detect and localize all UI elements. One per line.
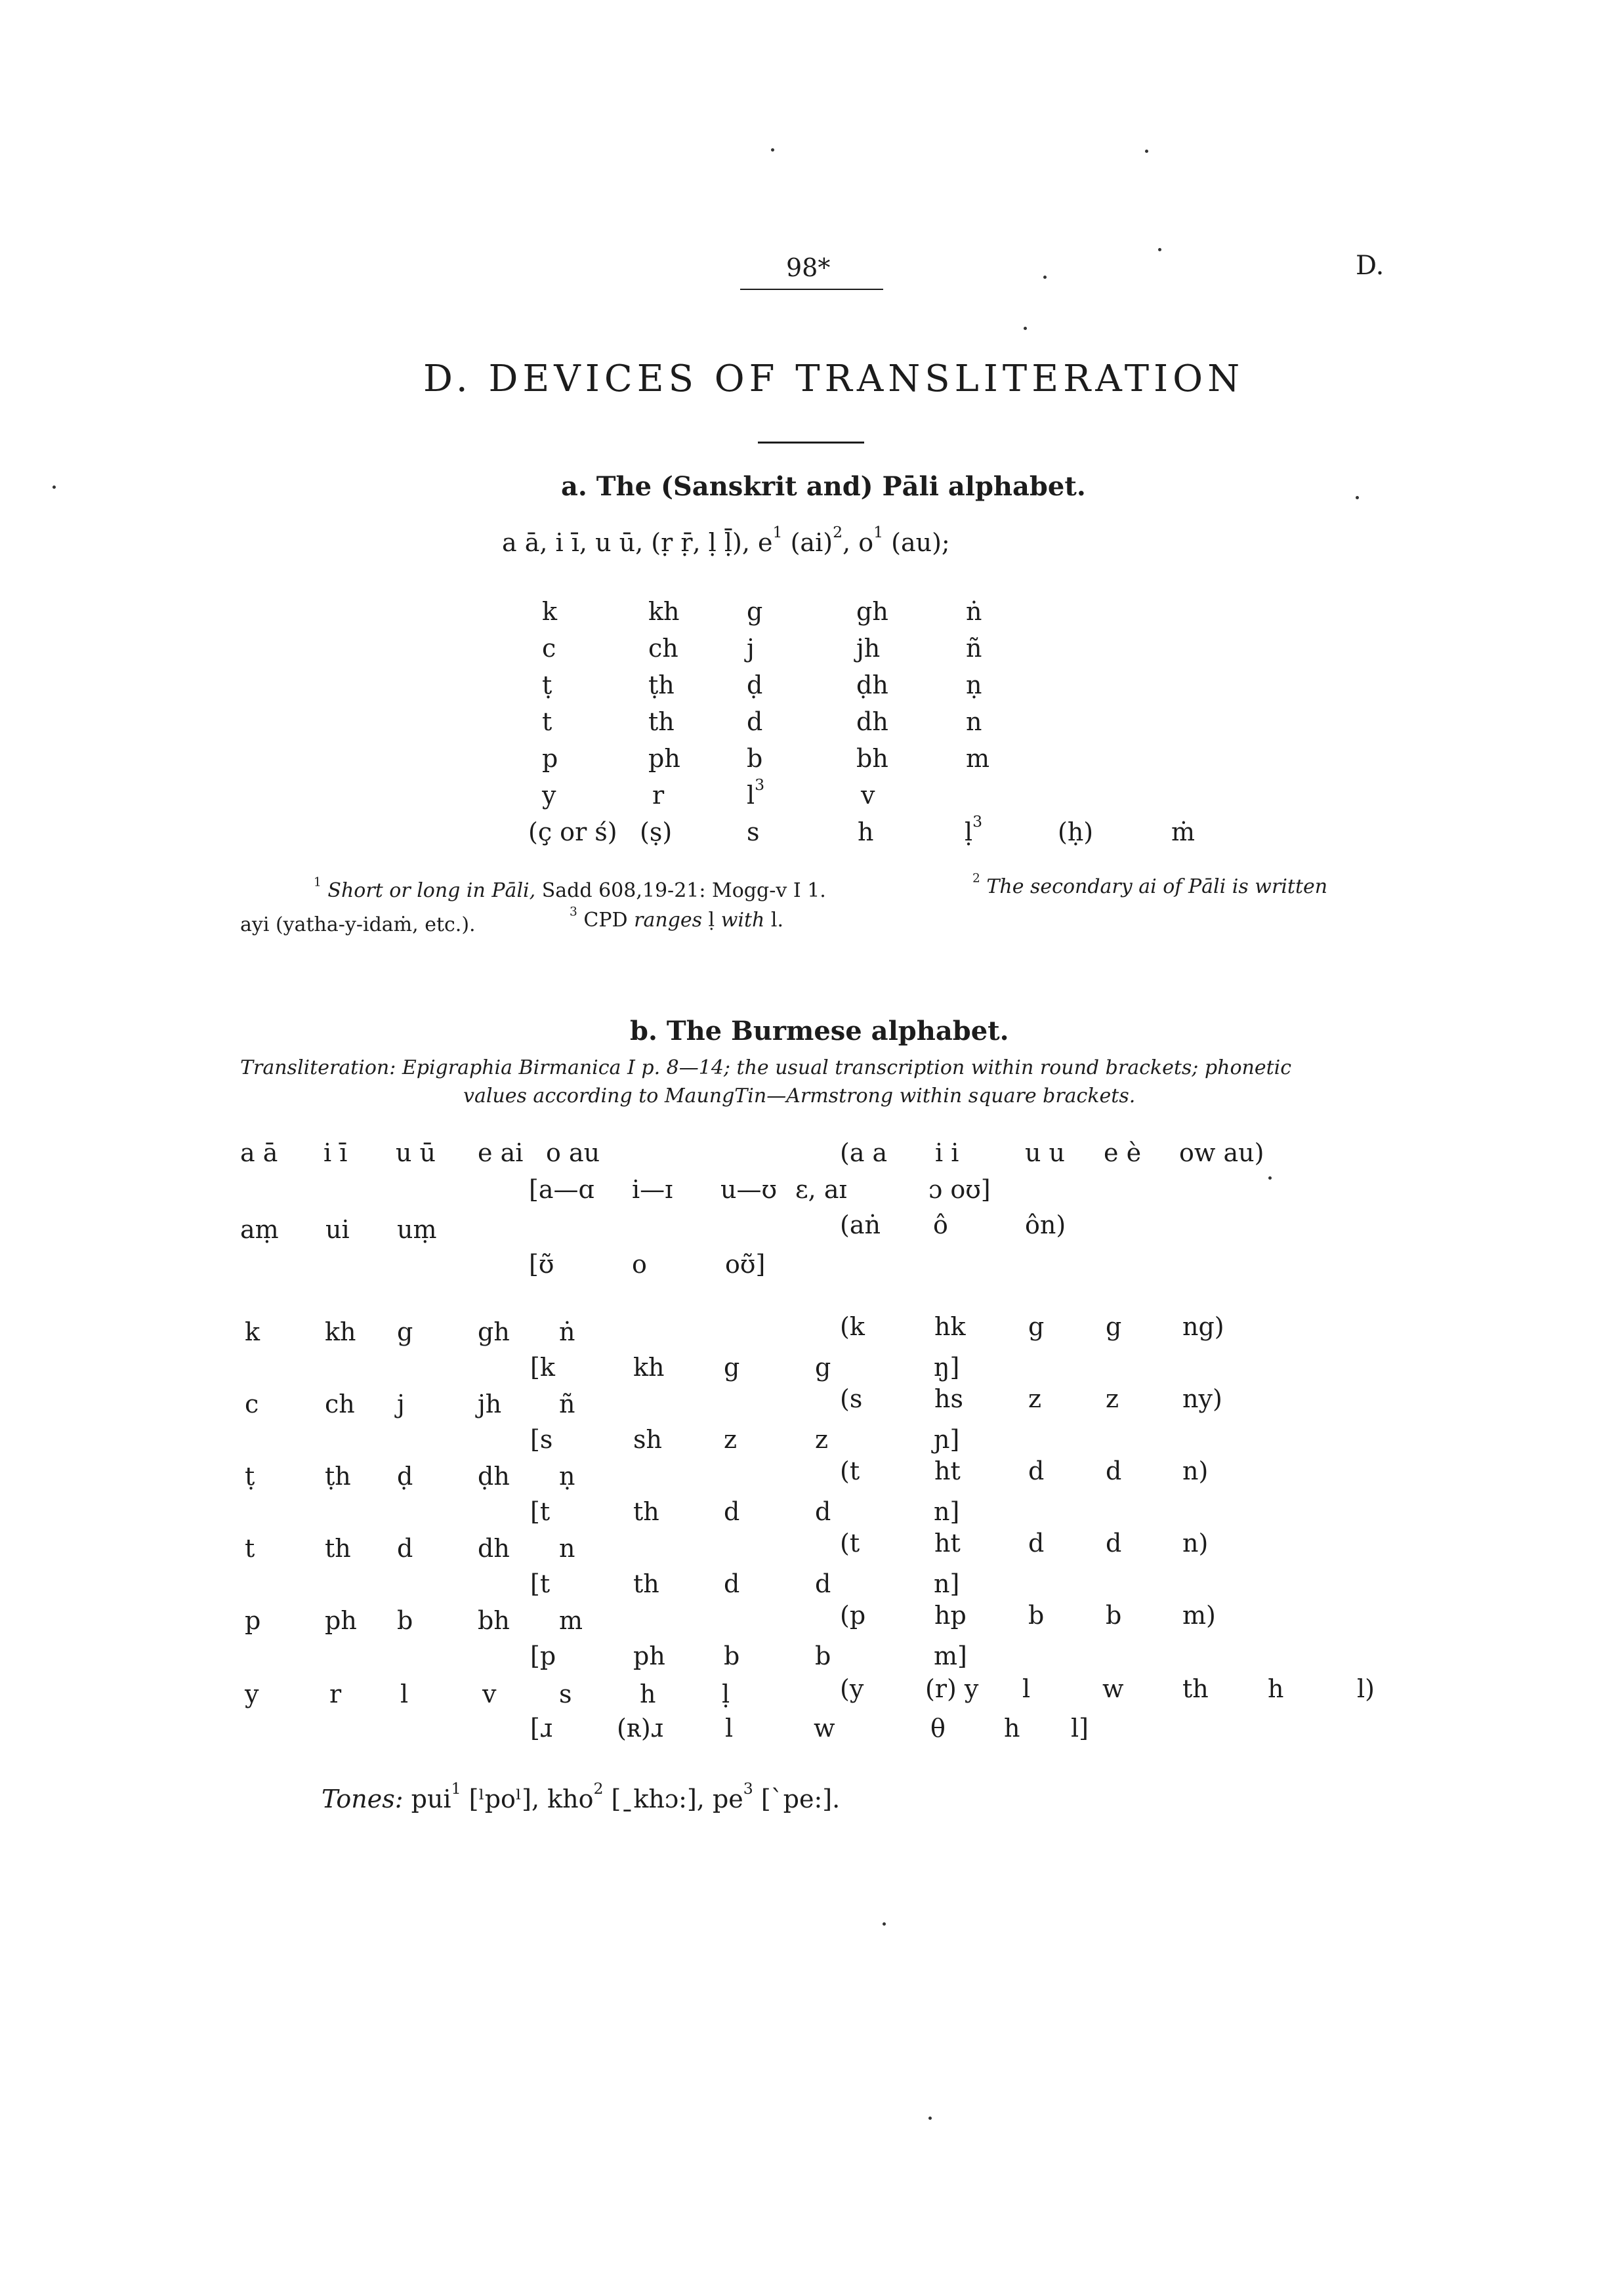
burmese-cell: th <box>1182 1674 1209 1703</box>
burmese-cell: (ʀ)ɹ <box>617 1714 663 1743</box>
burmese-cell: y <box>245 1680 259 1708</box>
burmese-cell: d <box>397 1534 413 1563</box>
pali-cell: jh <box>856 634 881 663</box>
pali-cell: dh <box>856 707 888 736</box>
burmese-cell: d <box>1028 1457 1045 1485</box>
burmese-cell: o au <box>546 1138 600 1167</box>
burmese-cell: n) <box>1182 1529 1209 1558</box>
pali-heading: a. The (Sanskrit and) Pāli alphabet. <box>561 471 1086 502</box>
burmese-cell: g <box>1028 1312 1045 1341</box>
burmese-cell: jh <box>478 1390 502 1418</box>
pali-cell: ḷ$^3$ <box>965 812 983 846</box>
burmese-cell: d <box>815 1569 831 1598</box>
burmese-cell: b <box>724 1642 740 1670</box>
burmese-cell: s <box>559 1680 572 1708</box>
burmese-cell: hp <box>934 1601 967 1630</box>
pali-vowels: a ā, i ī, u ū, (ṛ ṝ, ḷ ḹ), $e^1$ (ai)$^2$, $o^1$ (au); <box>502 522 950 557</box>
pali-cell: y <box>542 781 556 810</box>
burmese-cell: ɲ] <box>934 1425 960 1454</box>
burmese-cell: t <box>245 1534 255 1563</box>
pali-cell: bh <box>856 744 888 773</box>
burmese-cell: i i <box>935 1138 959 1167</box>
burmese-cell: ɛ, aɪ <box>795 1175 847 1204</box>
burmese-cell: b <box>815 1642 831 1670</box>
footnote-1: $^1$ Short or long in Pāli, Sadd 608,19-21: Mogg-v I 1. <box>314 875 826 902</box>
burmese-cell: (a a <box>840 1138 888 1167</box>
burmese-cell: u u <box>1025 1138 1066 1167</box>
burmese-cell: ôn) <box>1025 1210 1066 1239</box>
burmese-cell: n] <box>934 1569 960 1598</box>
burmese-cell: n) <box>1182 1457 1209 1485</box>
page-number: 98* <box>786 253 831 282</box>
burmese-cell: g <box>724 1353 740 1382</box>
burmese-cell: b <box>397 1606 413 1635</box>
pali-cell: j <box>747 634 755 663</box>
burmese-cell: ow au) <box>1179 1138 1264 1167</box>
pali-cell: ñ <box>966 634 982 663</box>
burmese-cell: e è <box>1104 1138 1142 1167</box>
burmese-cell: w <box>814 1714 835 1743</box>
burmese-cell: h <box>640 1680 656 1708</box>
burmese-cell: [t <box>530 1569 551 1598</box>
burmese-cell: b <box>1106 1601 1122 1630</box>
burmese-cell: i—ɪ <box>632 1175 673 1204</box>
burmese-cell: o <box>632 1250 647 1279</box>
pali-cell: ḍ <box>747 671 763 699</box>
burmese-cell: sh <box>633 1425 662 1454</box>
burmese-cell: d <box>815 1497 831 1526</box>
pali-cell: d <box>747 707 763 736</box>
burmese-cell: ṅ <box>559 1317 575 1346</box>
footnote-2-cont: ayi (yatha-y-idaṁ, etc.). <box>240 913 476 936</box>
footnote-2: $^2$ The secondary ai of Pāli is written <box>972 871 1328 898</box>
pali-cell: s <box>747 817 760 846</box>
burmese-cell: ḍ <box>397 1462 413 1491</box>
pali-cell: t <box>542 707 552 736</box>
pali-cell: (ḥ) <box>1058 817 1094 846</box>
burmese-cell: ñ <box>559 1390 575 1418</box>
burmese-cell: (t <box>840 1529 860 1558</box>
burmese-cell: l] <box>1071 1714 1089 1743</box>
page-number-rule <box>740 289 883 290</box>
burmese-cell: n] <box>934 1497 960 1526</box>
pali-cell: ṅ <box>966 597 982 626</box>
burmese-cell: l <box>400 1680 409 1708</box>
burmese-cell: ph <box>325 1606 357 1635</box>
page-title: D. DEVICES OF TRANSLITERATION <box>423 358 1245 400</box>
pali-cell: m <box>966 744 990 773</box>
burmese-cell: g <box>815 1353 831 1382</box>
burmese-cell: ph <box>633 1642 665 1670</box>
burmese-cell: gh <box>478 1317 510 1346</box>
burmese-cell: d <box>724 1497 740 1526</box>
burmese-cell: c <box>245 1390 259 1418</box>
burmese-cell: th <box>325 1534 351 1563</box>
pali-cell: $l^3$ <box>747 775 765 810</box>
burmese-cell: ḍh <box>478 1462 510 1491</box>
burmese-cell: th <box>633 1569 659 1598</box>
burmese-cell: v <box>482 1680 497 1708</box>
burmese-cell: ny) <box>1182 1384 1222 1413</box>
pali-cell: b <box>747 744 763 773</box>
burmese-cell: (p <box>840 1601 866 1630</box>
burmese-cell: [t <box>530 1497 551 1526</box>
pali-cell: (ç or ś) <box>528 817 617 846</box>
burmese-cell: h <box>1268 1674 1284 1703</box>
burmese-cell: ch <box>325 1390 355 1418</box>
burmese-cell: [ɹ <box>530 1714 552 1743</box>
scan-speck <box>1024 327 1027 330</box>
burmese-cell: d <box>1106 1457 1122 1485</box>
pali-cell: g <box>747 597 763 626</box>
burmese-cell: g <box>1106 1312 1122 1341</box>
scan-speck <box>1268 1176 1272 1180</box>
burmese-cell: (r) y <box>925 1674 979 1703</box>
burmese-cell: z <box>1028 1384 1042 1413</box>
burmese-cell: z <box>815 1425 829 1454</box>
burmese-cell: j <box>397 1390 405 1418</box>
burmese-cell: ḷ <box>722 1680 730 1708</box>
burmese-cell: (aṅ <box>840 1210 881 1239</box>
burmese-cell: e ai <box>478 1138 524 1167</box>
pali-cell: v <box>861 781 875 810</box>
burmese-cell: u—ʊ <box>720 1175 778 1204</box>
burmese-cell: b <box>1028 1601 1045 1630</box>
burmese-cell: ng) <box>1182 1312 1224 1341</box>
burmese-cell: l <box>1022 1674 1031 1703</box>
section-letter: D. <box>1356 251 1385 281</box>
burmese-cell: ṇ <box>559 1462 575 1491</box>
pali-cell: h <box>858 817 874 846</box>
burmese-cell: [k <box>530 1353 555 1382</box>
scan-speck <box>1043 276 1047 279</box>
burmese-cell: m <box>559 1606 583 1635</box>
pali-cell: ch <box>648 634 678 663</box>
burmese-cell: hk <box>934 1312 966 1341</box>
burmese-cell: [ʊ̃ <box>529 1250 554 1279</box>
pali-cell: (ṣ) <box>640 817 673 846</box>
pali-cell: p <box>542 744 558 773</box>
burmese-cell: ht <box>934 1529 961 1558</box>
burmese-cell: ht <box>934 1457 961 1485</box>
pali-cell: ṁ <box>1171 817 1196 846</box>
pali-cell: n <box>966 707 982 736</box>
burmese-cell: (s <box>840 1384 863 1413</box>
scan-speck <box>1356 496 1359 499</box>
pali-cell: th <box>648 707 675 736</box>
burmese-cell: aṃ <box>240 1215 279 1244</box>
burmese-cell: k <box>245 1317 260 1346</box>
burmese-cell: oʊ̃] <box>725 1250 766 1279</box>
burmese-cell: ɔ oʊ] <box>928 1175 991 1204</box>
burmese-cell: (t <box>840 1457 860 1485</box>
burmese-cell: z <box>724 1425 738 1454</box>
pali-cell: kh <box>648 597 680 626</box>
pali-cell: k <box>542 597 558 626</box>
burmese-cell: (y <box>840 1674 864 1703</box>
pali-cell: ḍh <box>856 671 888 699</box>
burmese-cell: w <box>1102 1674 1124 1703</box>
burmese-cell: bh <box>478 1606 510 1635</box>
burmese-note-line1: Transliteration: Epigraphia Birmanica I p. 8—14; the usual transcription within round brackets; phonetic <box>240 1056 1292 1079</box>
burmese-cell: a ā <box>240 1138 278 1167</box>
burmese-cell: m) <box>1182 1601 1216 1630</box>
tones-line: Tones: pui$^1$ [ˡpoˡ], kho$^2$ [ˍkhɔ:], $pe^3$ [ˋpe:]. <box>322 1779 841 1813</box>
pali-cell: c <box>542 634 556 663</box>
burmese-note-line2: values according to MaungTin—Armstrong within square brackets. <box>463 1085 1136 1107</box>
burmese-cell: kh <box>325 1317 356 1346</box>
scan-speck <box>883 1922 886 1926</box>
burmese-cell: ŋ] <box>934 1353 960 1382</box>
scan-speck <box>928 2117 932 2120</box>
burmese-cell: ui <box>325 1215 350 1244</box>
burmese-cell: i ī <box>323 1138 348 1167</box>
title-rule <box>758 442 864 444</box>
pali-cell: ṇ <box>966 671 982 699</box>
footnote-3: $^3$ CPD ranges ḷ with l. <box>570 905 784 932</box>
burmese-heading: b. The Burmese alphabet. <box>630 1016 1009 1046</box>
burmese-cell: g <box>397 1317 413 1346</box>
burmese-cell: p <box>245 1606 261 1635</box>
burmese-cell: r <box>329 1680 342 1708</box>
pali-cell: ṭ <box>542 671 552 699</box>
burmese-cell: dh <box>478 1534 510 1563</box>
scan-speck <box>1158 248 1161 251</box>
scan-speck <box>52 486 56 489</box>
burmese-cell: d <box>724 1569 740 1598</box>
pali-cell: ph <box>648 744 680 773</box>
burmese-cell: (k <box>840 1312 865 1341</box>
burmese-cell: ṭ <box>245 1462 255 1491</box>
burmese-cell: [a—ɑ <box>529 1175 594 1204</box>
pali-cell: r <box>652 781 665 810</box>
burmese-cell: u ū <box>396 1138 436 1167</box>
burmese-cell: uṃ <box>397 1215 437 1244</box>
burmese-cell: l) <box>1357 1674 1375 1703</box>
scan-speck <box>771 148 774 152</box>
burmese-cell: [p <box>530 1642 556 1670</box>
burmese-cell: d <box>1106 1529 1122 1558</box>
burmese-cell: z <box>1106 1384 1119 1413</box>
burmese-cell: m] <box>934 1642 967 1670</box>
pali-cell: ṭh <box>648 671 675 699</box>
burmese-cell: θ <box>930 1714 946 1743</box>
scan-speck <box>1145 150 1148 153</box>
burmese-cell: l <box>725 1714 734 1743</box>
burmese-cell: ṭh <box>325 1462 351 1491</box>
burmese-cell: kh <box>633 1353 665 1382</box>
burmese-cell: ô <box>933 1210 948 1239</box>
burmese-cell: hs <box>934 1384 963 1413</box>
pali-cell: gh <box>856 597 888 626</box>
burmese-cell: d <box>1028 1529 1045 1558</box>
burmese-cell: [s <box>530 1425 553 1454</box>
burmese-cell: th <box>633 1497 659 1526</box>
burmese-cell: n <box>559 1534 575 1563</box>
burmese-cell: h <box>1004 1714 1020 1743</box>
